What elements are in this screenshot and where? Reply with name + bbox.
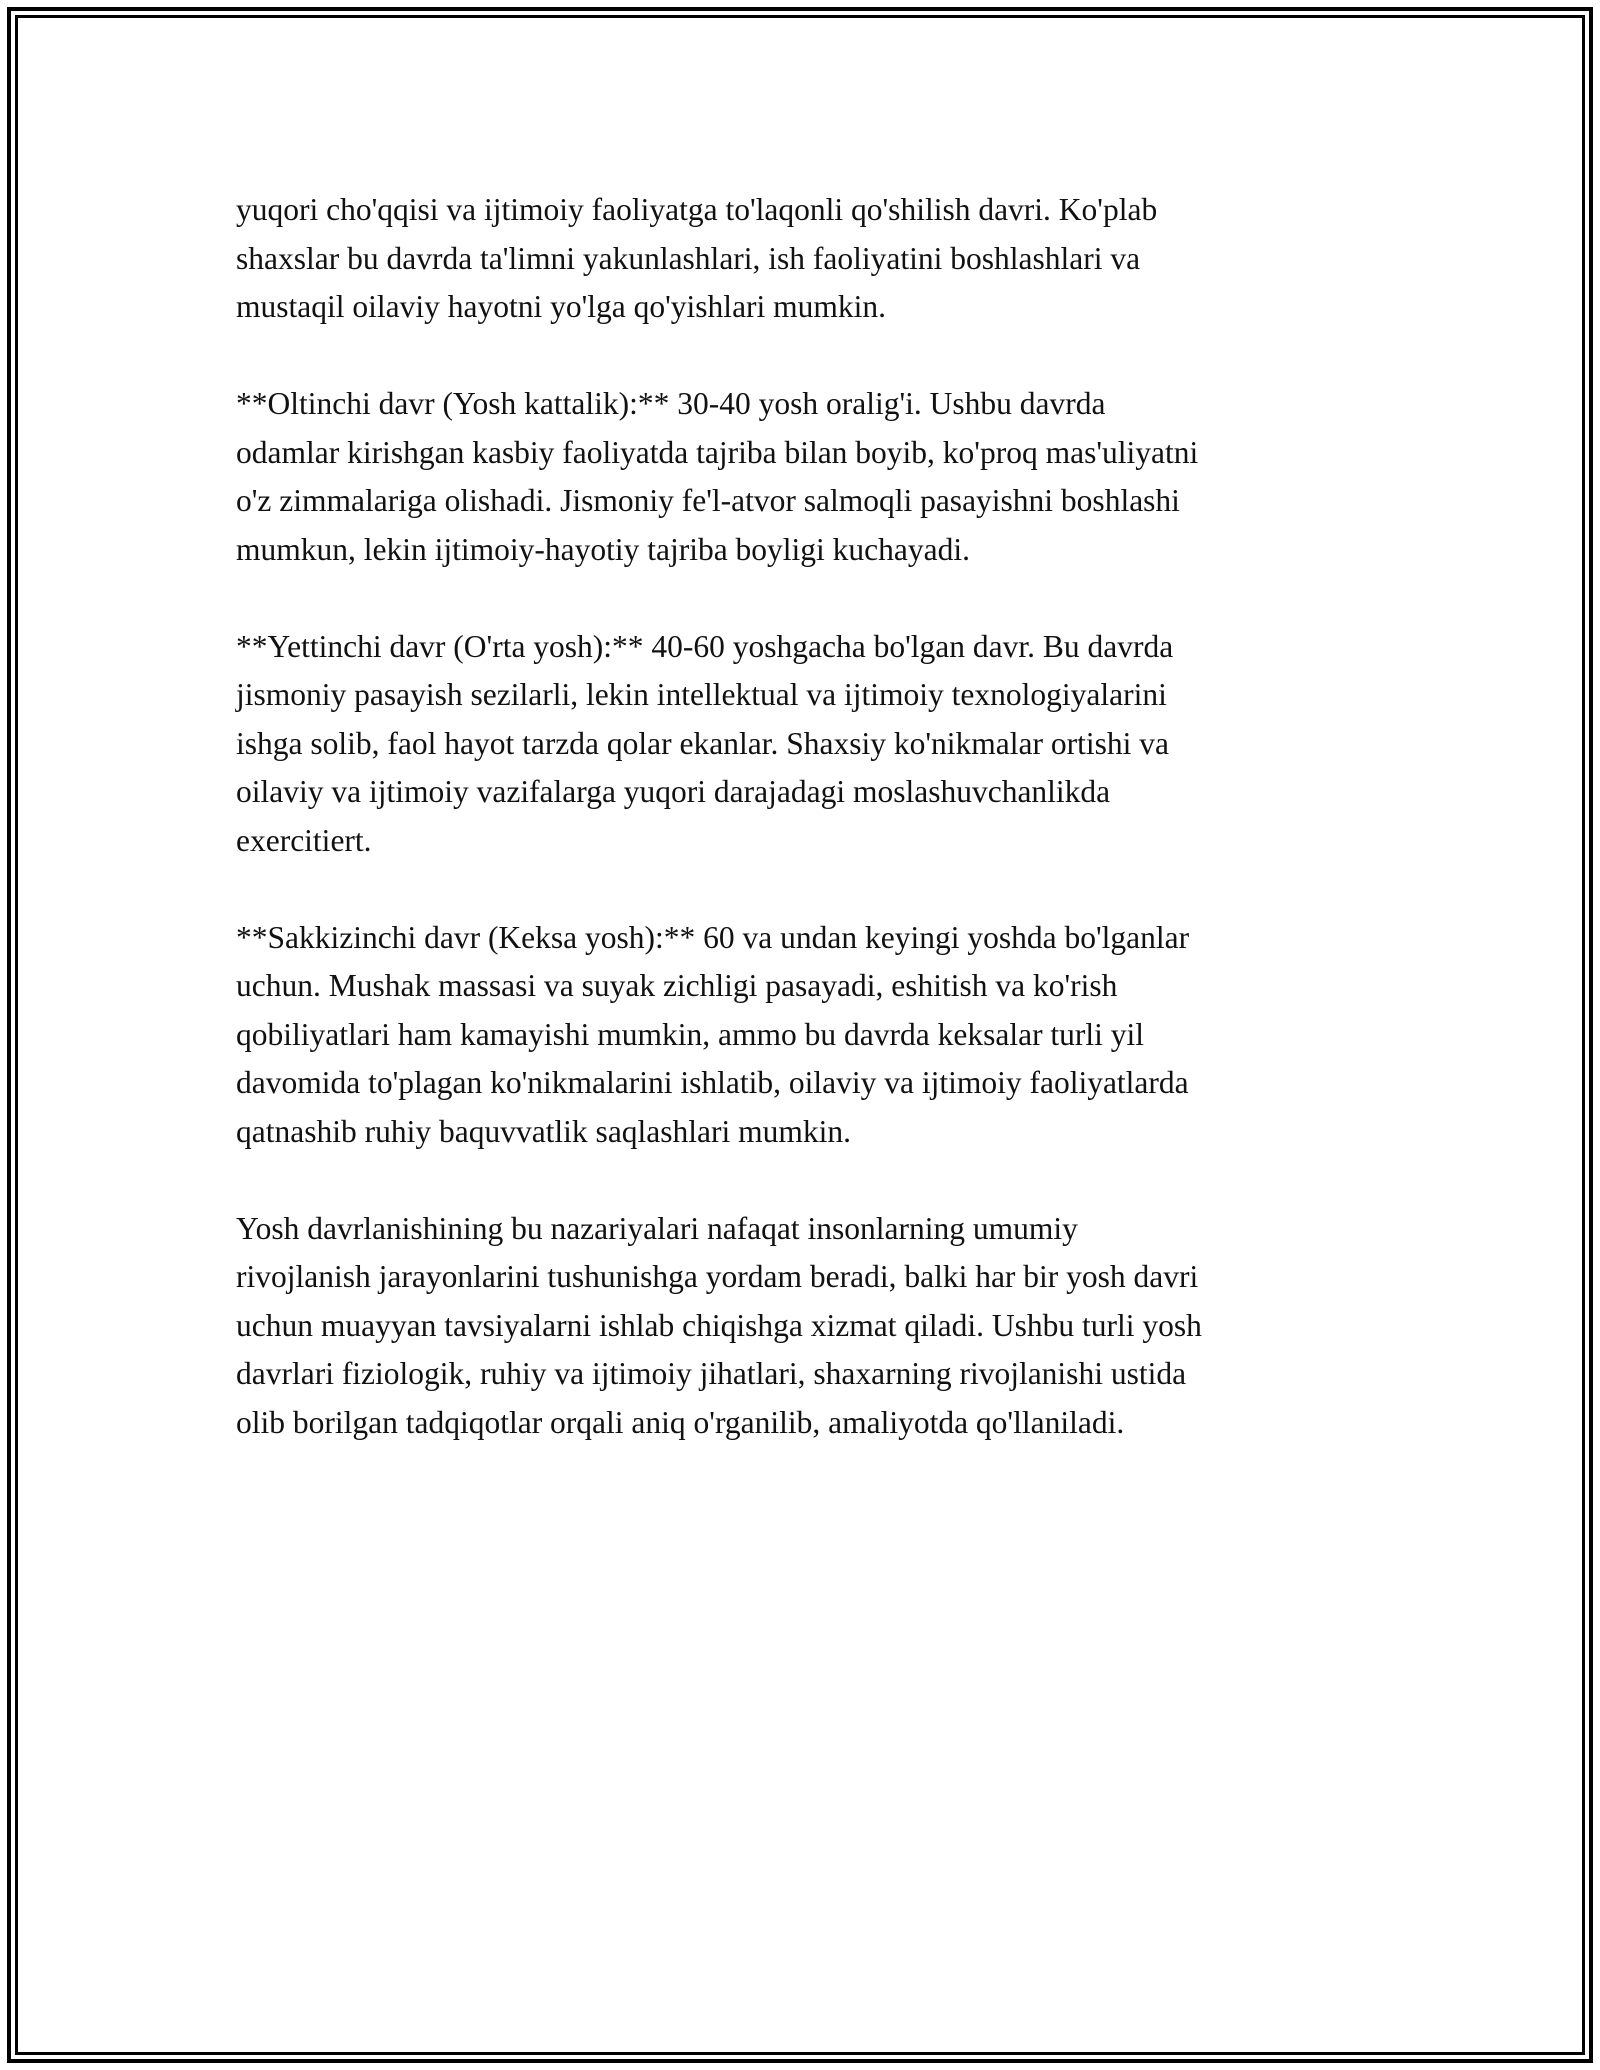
document-body [236,186,1376,1447]
paragraph-conclusion: Yosh davrlanishining bu nazariyalari nafaqat insonlarning umumiy rivojlanish jarayonlarini tushunishga yordam beradi, balki har bir yosh davri uchun muayyan tavsiyalarni ishlab chiqishga xizmat qiladi. Ushbu turli yosh davrlari fiziologik, ruhiy va ijtimoiy jihatlari, shaxarning rivojlanishi ustida olib borilgan tadqiqotlar orqali aniq o'rganilib, amaliyotda qo'llaniladi. [236,1210,1202,1440]
paragraph-seventh-period: **Yettinchi davr (O'rta yosh):** 40-60 yoshgacha bo'lgan davr. Bu davrda jismoniy pasayish sezilarli, lekin intellektual va ijtimoiy texnologiyalarini ishga solib, faol hayot tarzda qolar ekanlar. Shaxsiy ko'nikmalar ortishi va oilaviy va ijtimoiy vazifalarga yuqori darajadagi moslashuvchanlikda exercitiert. [236,628,1174,858]
paragraph-eighth-period: **Sakkizinchi davr (Keksa yosh):** 60 va undan keyingi yoshda bo'lganlar uchun. Mushak massasi va suyak zichligi pasayadi, eshitish va ko'rish qobiliyatlari ham kamayishi mumkin, ammo bu davrda keksalar turli yil davomida to'plagan ko'nikmalarini ishlatib, oilaviy va ijtimoiy faoliyatlarda qatnashib ruhiy baquvvatlik saqlashlari mumkin. [236,919,1190,1149]
paragraph-sixth-period: **Oltinchi davr (Yosh kattalik):** 30-40 yosh oralig'i. Ushbu davrda odamlar kirishgan kasbiy faoliyatda tajriba bilan boyib, ko'proq mas'uliyatni o'z zimmalariga olishadi. Jismoniy fe'l-atvor salmoqli pasayishni boshlashi mumkun, lekin ijtimoiy-hayotiy tajriba boyligi kuchayadi. [236,386,1199,567]
paragraph-intro-continuation: yuqori cho'qqisi va ijtimoiy faoliyatga to'laqonli qo'shilish davri. Ko'plab shaxslar bu davrda ta'limni yakunlashlari, ish faoliyatini boshlashlari va mustaqil oilaviy hayotni yo'lga qo'yishlari mumkin. [236,192,1158,324]
